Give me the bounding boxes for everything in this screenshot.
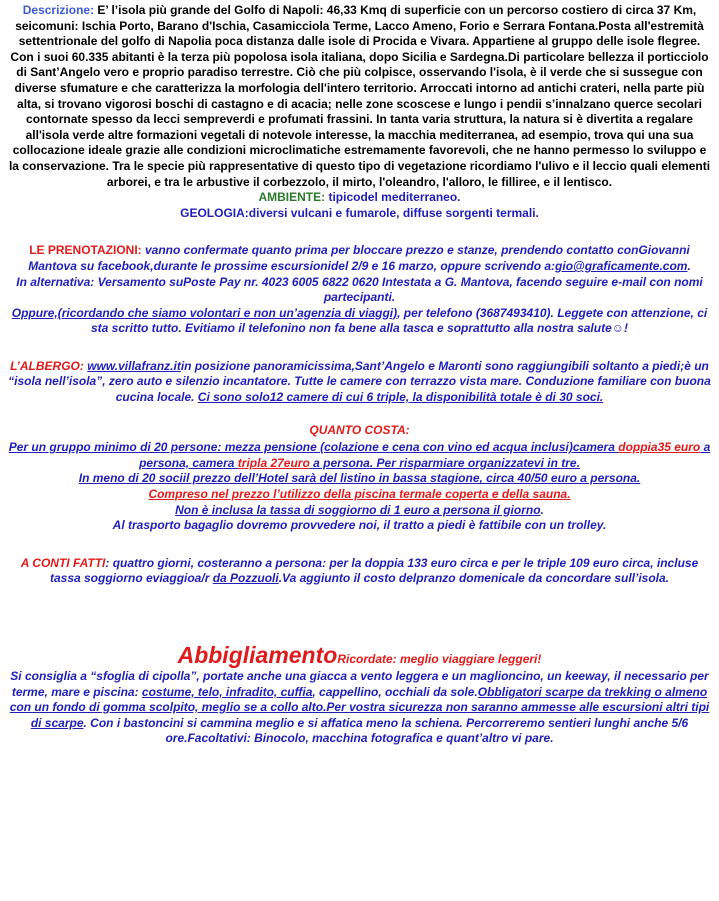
albergo-rooms-note: Ci sono solo12 camere di cui 6 triple, la disponibilità totale è di 30 soci. bbox=[197, 390, 604, 405]
albergo-text: in posizione panoramicissima,Sant’Angelo e Maronti sono raggiungibili soltanto a piedi;è un “isola nell’isola”, zero auto e silenzio incantatore. Tutte le camere con terrazzo vista mare. Conduzione familiare con buona cucina locale. bbox=[8, 358, 711, 405]
abbigliamento-paragraph bbox=[7, 669, 712, 747]
prenotazioni-paragraph bbox=[7, 243, 712, 274]
abbigliamento-text1: Si consiglia a “sfoglia di cipolla”, portate anche una giacca a vento leggera e un maglioncino, un keeway, il necessario per terme, mare e piscina: bbox=[10, 669, 709, 699]
hotel-website-link[interactable]: www.villafranz.it bbox=[87, 358, 181, 373]
prenotazioni-volunteers-note: Oppure,(ricordando che siamo volontari e non un’agenzia di viaggi) bbox=[11, 305, 398, 320]
prenotazioni-text3: , per telefono (3687493410). Leggete con attenzione, ci sta scritto tutto. Evitiamo il telefonino non fa bene alla tasca e soprattutto alla nostra salute☺! bbox=[90, 305, 708, 336]
ambiente-line bbox=[7, 190, 712, 206]
prenotazioni-label: LE PRENOTAZIONI: bbox=[29, 243, 142, 258]
geologia-line: GEOLOGIA:diversi vulcani e fumarole, diffuse sorgenti termali. bbox=[180, 205, 539, 220]
prenotazioni-text1-end: . bbox=[687, 258, 691, 273]
albergo-paragraph bbox=[7, 359, 712, 406]
conti-paragraph bbox=[7, 556, 712, 587]
description-paragraph bbox=[7, 3, 712, 190]
costi-luggage: Al trasporto bagaglio dovremo provvedere noi, il tratto a piedi è fattibile con un trolley. bbox=[112, 518, 607, 533]
costi-tax-line bbox=[7, 503, 712, 519]
prenotazioni-alternative: In alternativa: Versamento suPoste Pay nr. 4023 6005 6822 0620 Intestata a G. Mantova, facendo seguire e-mail con nomi partecipanti. bbox=[16, 274, 703, 305]
abbigliamento-heading bbox=[7, 641, 712, 669]
spacer bbox=[7, 587, 712, 633]
abbigliamento-title: Abbigliamento bbox=[177, 642, 338, 668]
email-link[interactable]: gio@graficamente.com bbox=[555, 258, 688, 273]
costi-line1a: Per un gruppo minimo di 20 persone: mezza pensione (colazione e cena con vino ed acqua inclusi)camera bbox=[8, 440, 619, 455]
abbigliamento-shoes-required: Obbligatori scarpe da trekking o almeno con un fondo di gomma scolpito, meglio se a collo alto.Per vostra sicurezza non saranno ammesse alle escursioni altri tipi di scarpe bbox=[9, 684, 710, 730]
costi-line1f: . Per risparmiare organizzatevi in tre. bbox=[369, 455, 580, 470]
costi-under-20: In meno di 20 sociil prezzo dell’Hotel sarà del listino in bassa stagione, circa 40/50 euro a persona. bbox=[78, 471, 641, 486]
costi-double-price: doppia35 euro bbox=[618, 440, 701, 455]
costi-tax-text: Non è inclusa la tassa di soggiorno di 1 euro a persona il giorno bbox=[175, 502, 541, 517]
description-label: Descrizione: bbox=[22, 3, 95, 17]
conti-label: A CONTI FATTI bbox=[20, 555, 106, 570]
costi-heading: QUANTO COSTA: bbox=[309, 422, 410, 437]
abbigliamento-text3: . Con i bastoncini si cammina meglio e si affatica meno la schiena. Percorreremo sentieri lunghi anche 5/6 ore.Facoltativi: Binocolo, macchina fotografica e quant’altro vi pare. bbox=[83, 715, 689, 746]
costi-triple-price: tripla 27euro bbox=[237, 455, 310, 470]
costi-tax-end: . bbox=[540, 502, 544, 517]
description-text: E’ l’isola più grande del Golfo di Napoli: 46,33 Kmq di superficie con un percorso costiero di circa 37 Km, seicomuni: Ischia Porto, Barano d'Ischia, Casamicciola Terme, Lacco Ameno, Forio e Serrara Fontana.Posta all'estremità settentrionale del golfo di Napolia poca distanza dalle isole di Procida e Vivara. Appartiene al gruppo delle isole flegree. Con i suoi 60.335 abitanti è la terza più popolosa isola italiana, dopo Sicilia e Sardegna.Di particolare bellezza il porticciolo di Sant’Angelo vero e proprio paradiso terrestre. Ciò che più colpisce, osservando l'isola, è il verde che si sussegue con diverse sfumature e che caratterizza la morfologia dell'intero territorio. Arroccati intorno ad antichi crateri, nella parte più alta, si trovano vigorosi boschi di castagno e di acacia; nelle zone scoscese e lungo i pendii s’innalzano querce secolari contornate spesso da lecci sempreverdi e profumati frassini. In tanta varia struttura, la natura si è divertita a regalare all'isola verde altre formazioni vegetali di notevole interesse, la macchia mediterranea, ad esempio, trova qui una sua collocazione ideale grazie alle condizioni microclimatiche estremamente favorevoli, che ne hanno permesso lo sviluppo e la conservazione. Tra le specie più rappresentative di questo tipo di vegetazione ricordiamo l'ulivo e il leccio quali elementi arborei, e tra le arbustive il corbezzolo, il mirto, l'oleandro, l'alloro, le filliree, e il lentisco. bbox=[8, 3, 711, 189]
conti-text2: .Va aggiunto il costo delpranzo domenicale da concordare sull’isola. bbox=[278, 571, 670, 586]
prenotazioni-phone bbox=[7, 306, 712, 337]
abbigliamento-swim-items: costume, telo, infradito, cuffia bbox=[141, 684, 313, 699]
costi-included-spa: Compreso nel prezzo l’utilizzo della piscina termale coperta e della sauna. bbox=[148, 487, 571, 502]
prenotazioni-text1: vanno confermate quanto prima per bloccare prezzo e stanze, prendendo contatto conGiovanni Mantova su facebook,durante le prossime escursionidel 2/9 e 16 marzo, oppure scrivendo a: bbox=[28, 243, 690, 273]
costi-line1e: a persona bbox=[309, 455, 370, 470]
albergo-label: L’ALBERGO: bbox=[10, 358, 84, 373]
conti-text1: : quattro giorni, costeranno a persona: per la doppia 133 euro circa e per le triple 109 euro circa, incluse tassa soggiorno eviaggioa/r bbox=[49, 555, 699, 586]
conti-pozzuoli: da Pozzuoli bbox=[212, 571, 279, 586]
costi-group-prices bbox=[7, 440, 712, 471]
ambiente-label: AMBIENTE: bbox=[258, 190, 326, 205]
costi-line1c: a persona, camera bbox=[139, 440, 711, 470]
abbigliamento-subtitle: Ricordate: meglio viaggiare leggeri! bbox=[337, 652, 542, 666]
ambiente-text: tipicodel mediterraneo. bbox=[325, 190, 461, 205]
abbigliamento-text2: , cappellino, occhiali da sole. bbox=[312, 684, 478, 699]
